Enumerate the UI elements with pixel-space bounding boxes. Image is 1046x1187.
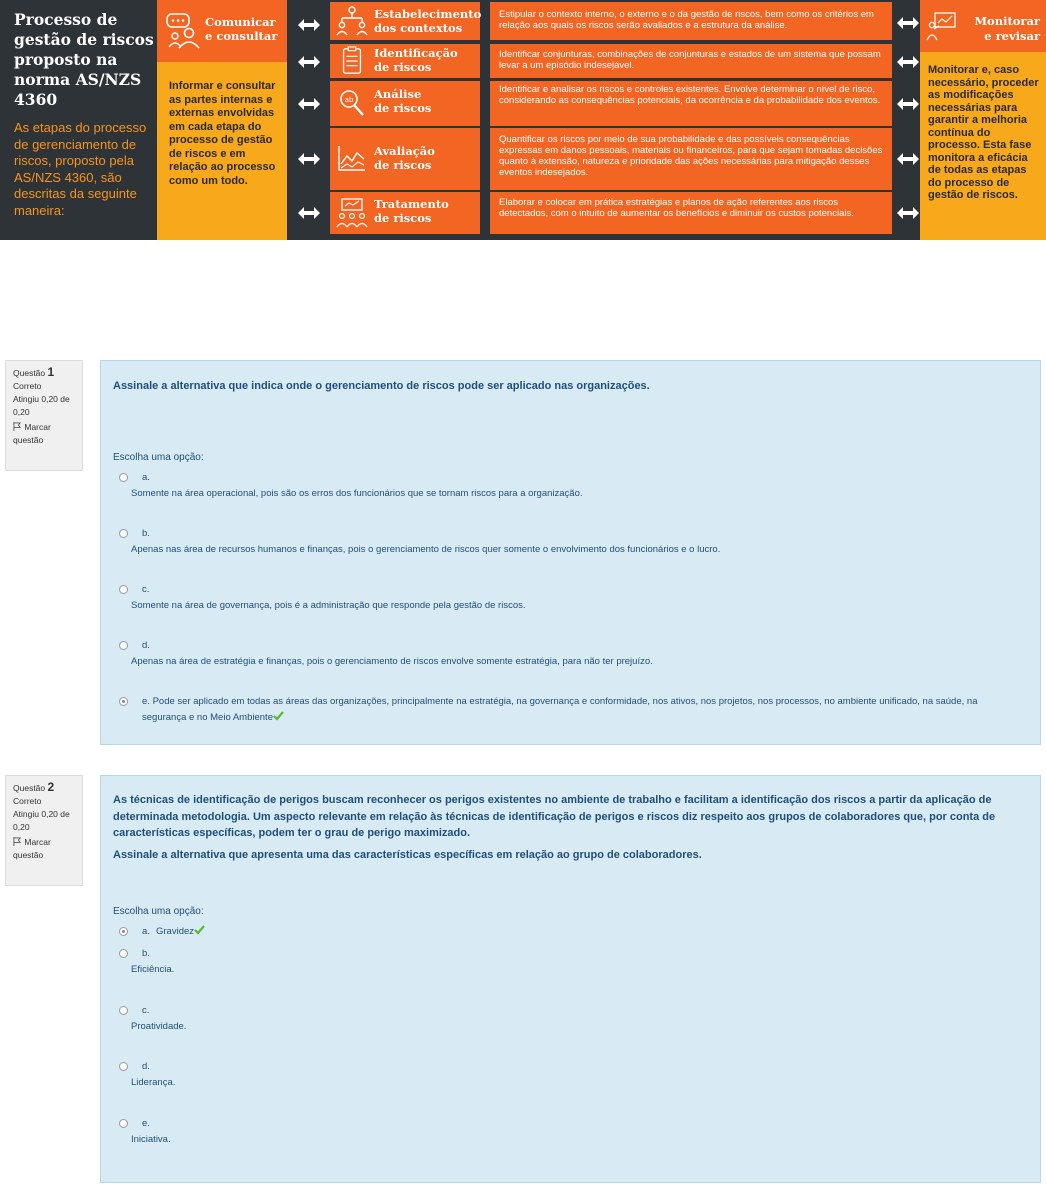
communicate-header [157, 0, 287, 62]
step-3-label-1: Análise [374, 87, 422, 101]
step-1-label-1: Estabelecimento [374, 7, 482, 21]
step-risk-identification [330, 44, 480, 78]
option-text: Pode ser aplicado em todas as áreas das organizações, principalmente na estratégia, na governança e conformidade, nos ativos, nos projetos, nos processos, no ambiente unificado, na saúde, na segurança e no Meio Ambiente [142, 696, 978, 723]
q2-option-b[interactable]: b. Eficiência. [119, 946, 1026, 980]
correct-check-icon [194, 925, 205, 935]
double-arrow-icon [896, 206, 920, 220]
choose-option-label: Escolha uma opção: [113, 906, 204, 917]
q2-option-a[interactable]: a. Gravidez [119, 924, 1026, 942]
correct-check-icon [273, 711, 284, 721]
step-2-label-2: de riscos [374, 59, 432, 74]
double-arrow-icon [297, 152, 321, 166]
flag-question-button[interactable] [13, 836, 73, 862]
radio-button[interactable] [119, 641, 128, 650]
presentation-icon [926, 10, 958, 42]
monitor-header [920, 0, 1046, 52]
q2-option-e[interactable]: e. Iniciativa. [119, 1116, 1026, 1150]
question-2-info [5, 775, 83, 886]
question-2-text: As técnicas de identificação de perigos buscam reconhecer os perigos existentes no ambiente de trabalho e facilitam a identificação dos riscos a partir da aplicação de determinada metodologia. Um aspecto relevante em relação às técnicas de identificação de perigos e riscos diz respeito aos grupos de colaboradores que, por conta de características específicas, podem ter o grau de perigo maximizado. [113, 794, 996, 839]
chart-icon [336, 142, 368, 174]
question-1-text: Assinale a alternativa que indica onde o gerenciamento de riscos pode ser aplicado nas organizações. [113, 380, 650, 392]
monitor-description: Monitorar e, caso necessário, proceder as modificações necessárias para garantir a melhoria contínua do processo. Esta fase monitora a eficácia de todas as etapas do processo de gestão de riscos. [928, 64, 1039, 201]
radio-button-selected[interactable] [119, 697, 128, 706]
step-4-label-2: de riscos [374, 157, 432, 172]
infographic-intro [14, 10, 154, 219]
question-label: Questão [13, 783, 46, 793]
question-score: Atingiu 0,20 de 0,20 [13, 394, 70, 417]
step-2-label-1: Identificação [374, 46, 458, 60]
step-1-label-2: dos contextos [374, 20, 463, 35]
q1-option-b[interactable]: b. Apenas nas área de recursos humanos e finanças, pois o gerenciamento de riscos quer somente o envolvimento dos funcionários e o lucro. [119, 526, 1026, 560]
double-arrow-icon [297, 206, 321, 220]
magnifier-icon [336, 87, 368, 119]
question-2-prompt: Assinale a alternativa que apresenta uma das características específicas em relação ao grupo de colaboradores. [113, 849, 702, 861]
double-arrow-icon [896, 97, 920, 111]
svg-text:ab: ab [344, 96, 354, 104]
q1-option-c[interactable]: c. Somente na área de governança, pois é a administração que responde pela gestão de riscos. [119, 582, 1026, 616]
q1-option-e[interactable]: e. Pode ser aplicado em todas as áreas das organizações, principalmente na estratégia, na governança e conformidade, nos ativos, nos projetos, nos processos, no ambiente unificado, na saúde, na segurança e no Meio Ambiente [119, 694, 1026, 728]
checklist-icon [336, 46, 368, 78]
radio-button-selected[interactable] [119, 927, 128, 936]
communicate-description: Informar e consultar as partes internas e externas envolvidas em cada etapa do processo de gestão de riscos e em relação ao processo como um todo. [169, 80, 276, 187]
option-text: Gravidez [156, 926, 195, 937]
flag-question-label: Marcar questão [13, 837, 51, 860]
radio-button[interactable] [119, 473, 128, 482]
flag-question-button[interactable] [13, 421, 73, 447]
risk-process-infographic [0, 0, 1046, 240]
step-3-description: Identificar e analisar os riscos e controles existentes. Envolve determinar o nível de risco, considerando as consequências potenciais, da ocorrência e da probabilidade dos eventos. [490, 81, 892, 126]
radio-button[interactable] [119, 1006, 128, 1015]
radio-button[interactable] [119, 585, 128, 594]
choose-option-label: Escolha uma opção: [113, 452, 204, 463]
step-risk-treatment [330, 192, 480, 234]
question-number: 1 [47, 365, 55, 379]
monitor-label-1: Monitorar [974, 14, 1040, 28]
question-status: Correto [13, 796, 42, 806]
step-2-description: Identificar conjunturas, combinações de conjunturas e estados de um sistema que possam levar a um episódio indesejável. [490, 44, 892, 78]
step-risk-analysis [330, 81, 480, 126]
radio-button[interactable] [119, 1119, 128, 1128]
question-1-info [5, 360, 83, 471]
question-status: Correto [13, 381, 42, 391]
step-5-description: Elaborar e colocar em prática estratégias e planos de ação referentes aos riscos detectados, com o intuito de aumentar os benefícios e diminuir os custos potenciais. [490, 192, 892, 234]
step-establish-context [330, 2, 480, 40]
double-arrow-icon [297, 55, 321, 69]
q1-option-a[interactable]: a. Somente na área operacional, pois são os erros dos funcionários que se tornam riscos para a organização. [119, 470, 1026, 504]
step-3-label-2: de riscos [374, 100, 432, 115]
step-5-label-2: de riscos [374, 210, 432, 225]
double-arrow-icon [896, 16, 920, 30]
monitor-label-2: e revisar [984, 29, 1040, 43]
communicate-column [157, 0, 287, 240]
radio-button[interactable] [119, 529, 128, 538]
q1-option-d[interactable]: d. Apenas na área de estratégia e finanças, pois o gerenciamento de riscos envolve somente estratégia, para não ter prejuízo. [119, 638, 1026, 672]
double-arrow-icon [896, 55, 920, 69]
infographic-subtitle: As etapas do processo de gerenciamento de riscos, proposto pela AS/NZS 4360, são descritas da seguinte maneira: [14, 120, 147, 218]
question-1-content [100, 360, 1041, 745]
double-arrow-icon [896, 152, 920, 166]
org-chart-icon [336, 5, 368, 37]
team-board-icon [336, 197, 368, 229]
double-arrow-icon [297, 18, 321, 32]
infographic-title: Processo de gestão de riscos proposto na norma AS/NZS 4360 [14, 10, 154, 109]
question-number: 2 [47, 780, 55, 794]
step-risk-evaluation [330, 128, 480, 190]
flag-icon [13, 837, 22, 846]
step-4-label-1: Avaliação [374, 144, 435, 158]
step-4-description: Quantificar os riscos por meio de sua probabilidade e das possíveis consequências expressas em danos pessoais, materiais ou financeiros, para que sejam tomadas decisões quanto à extensão, natureza e prioridade das ações necessárias para mitigação desses eventos indesejados. [490, 128, 892, 190]
question-2-content [100, 775, 1041, 1183]
question-score: Atingiu 0,20 de 0,20 [13, 809, 70, 832]
people-talk-icon [165, 12, 203, 50]
monitor-column [920, 0, 1046, 240]
double-arrow-icon [297, 97, 321, 111]
flag-question-label: Marcar questão [13, 422, 51, 445]
flag-icon [13, 422, 22, 431]
radio-button[interactable] [119, 1062, 128, 1071]
step-1-description: Estipular o contexto interno, o externo e o da gestão de riscos, bem como os critérios em relação aos quais os riscos serão avaliados e a estrutura da análise. [490, 2, 892, 40]
q2-option-c[interactable]: c. Proatividade. [119, 1003, 1026, 1037]
step-5-label-1: Tratamento [374, 197, 449, 211]
communicate-label-1: Comunicar [205, 15, 276, 29]
communicate-label-2: e consultar [205, 29, 278, 43]
q2-option-d[interactable]: d. Liderança. [119, 1059, 1026, 1093]
radio-button[interactable] [119, 949, 128, 958]
question-label: Questão [13, 368, 46, 378]
